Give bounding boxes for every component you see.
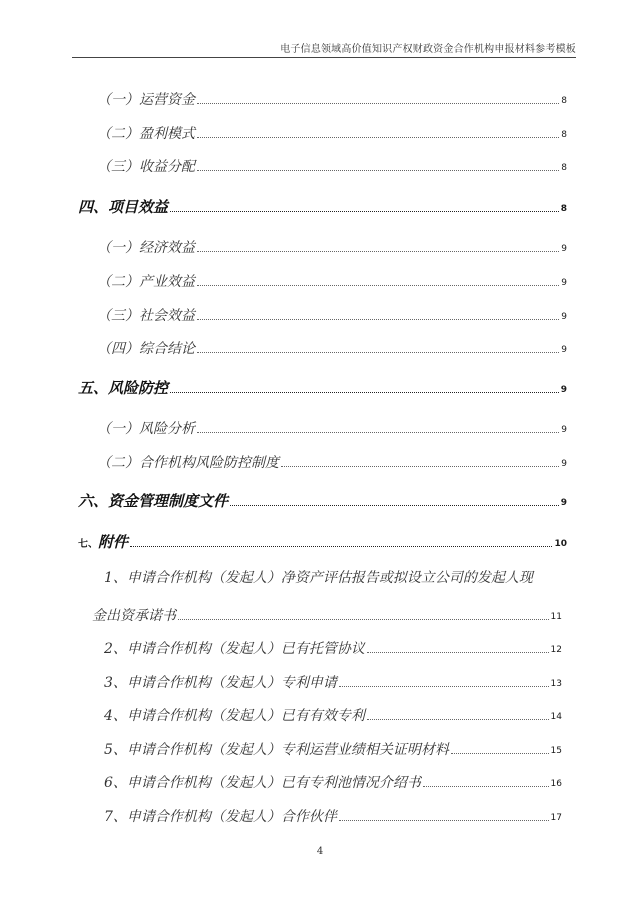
toc-entry-label: 3、申请合作机构（发起人）专利申请: [104, 675, 337, 691]
toc-entry-page: 9: [561, 345, 567, 355]
dot-leader: [423, 786, 549, 787]
toc-entry-label: （一）运营资金: [97, 92, 195, 108]
dot-leader: [281, 466, 559, 467]
toc-entry[interactable]: [78, 189, 567, 215]
toc-entry-page: 16: [550, 779, 562, 789]
toc-entry-label: 六、资金管理制度文件: [78, 492, 229, 510]
dot-leader: [197, 170, 559, 171]
dot-leader: [197, 137, 559, 138]
toc-entry[interactable]: [97, 297, 567, 323]
toc-entry-page: 9: [561, 425, 567, 435]
toc-entry-number: 七、: [78, 539, 98, 550]
toc-entry[interactable]: [97, 115, 567, 141]
toc-entry[interactable]: [78, 483, 567, 509]
toc-entry[interactable]: [104, 798, 562, 824]
dot-leader: [367, 719, 549, 720]
toc-entry-label: 7、申请合作机构（发起人）合作伙伴: [104, 809, 337, 825]
dot-leader: [197, 319, 559, 320]
dot-leader: [230, 505, 559, 506]
toc-entry-page: 14: [550, 712, 562, 722]
toc-entry-label: 4、申请合作机构（发起人）已有有效专利: [104, 708, 365, 724]
dot-leader: [339, 820, 549, 821]
toc-entry[interactable]: [97, 330, 567, 356]
dot-leader: [170, 211, 559, 212]
toc-entry-label: 6、申请合作机构（发起人）已有专利池情况介绍书: [104, 775, 421, 791]
dot-leader: [197, 352, 559, 353]
toc-entry-page: 12: [550, 645, 562, 655]
toc-entry[interactable]: [97, 81, 567, 107]
dot-leader: [451, 753, 549, 754]
toc-entry-page: 8: [561, 96, 567, 106]
toc-entry-label-first-line: 1、申请合作机构（发起人）净资产评估报告或拟设立公司的发起人现: [104, 570, 533, 586]
toc-entry-label: [78, 535, 128, 550]
toc-entry-page: 9: [560, 385, 567, 395]
dot-leader: [339, 686, 549, 687]
toc-entry-page: 9: [561, 278, 567, 288]
toc-entry-page: 13: [550, 679, 562, 689]
header-divider: [72, 57, 576, 58]
toc-entry-page: 9: [561, 312, 567, 322]
toc-entry-page: 10: [554, 539, 567, 549]
toc-entry-page: 17: [550, 813, 562, 823]
toc-entry[interactable]: [97, 444, 567, 470]
toc-entry-page: 9: [561, 244, 567, 254]
toc-entry[interactable]: [78, 370, 567, 396]
toc-entry-label: （一）风险分析: [97, 421, 195, 437]
toc-entry[interactable]: [78, 524, 567, 550]
dot-leader: [197, 251, 559, 252]
toc-entry[interactable]: [104, 764, 562, 790]
dot-leader: [367, 652, 549, 653]
dot-leader: [130, 546, 552, 547]
toc-entry[interactable]: [97, 410, 567, 436]
toc-entry-page: 8: [561, 163, 567, 173]
toc-entry-title: 附件: [98, 533, 129, 551]
dot-leader: [197, 285, 559, 286]
toc-entry[interactable]: [104, 630, 562, 656]
page-number: 4: [316, 846, 324, 857]
toc-entry-label: 2、申请合作机构（发起人）已有托管协议: [104, 641, 365, 657]
toc-entry[interactable]: [97, 229, 567, 255]
toc-entry[interactable]: [104, 697, 562, 723]
toc-entry-page: 9: [560, 498, 567, 508]
dot-leader: [197, 432, 559, 433]
toc-entry[interactable]: [104, 731, 562, 757]
dot-leader: [170, 392, 559, 393]
toc-entry-page: 11: [550, 612, 562, 622]
toc-entry-label: 四、项目效益: [78, 198, 169, 216]
toc-entry-label: （二）盈利模式: [97, 126, 195, 142]
toc-entry-label: （一）经济效益: [97, 240, 195, 256]
toc-entry-label: （二）产业效益: [97, 274, 195, 290]
toc-entry-label: 金出资承诺书: [92, 608, 176, 624]
toc-entry[interactable]: [104, 664, 562, 690]
toc-entry-label: （三）社会效益: [97, 308, 195, 324]
dot-leader: [178, 619, 549, 620]
toc-entry[interactable]: [97, 148, 567, 174]
toc-entry-page: 9: [561, 459, 567, 469]
toc-entry-label: （三）收益分配: [97, 159, 195, 175]
toc-entry-label: 五、风险防控: [78, 379, 169, 397]
toc-entry[interactable]: [92, 597, 562, 623]
toc-entry-page: 8: [560, 204, 567, 214]
toc-entry[interactable]: [97, 263, 567, 289]
dot-leader: [197, 103, 559, 104]
toc-entry-page: 15: [550, 746, 562, 756]
toc-entry-label: （四）综合结论: [97, 341, 195, 357]
running-header: 电子信息领域高价值知识产权财政资金合作机构申报材料参考模板: [280, 44, 576, 55]
toc-entry-page: 8: [561, 130, 567, 140]
toc-entry-label: 5、申请合作机构（发起人）专利运营业绩相关证明材料: [104, 742, 449, 758]
toc-entry-label: （二）合作机构风险防控制度: [97, 455, 279, 471]
